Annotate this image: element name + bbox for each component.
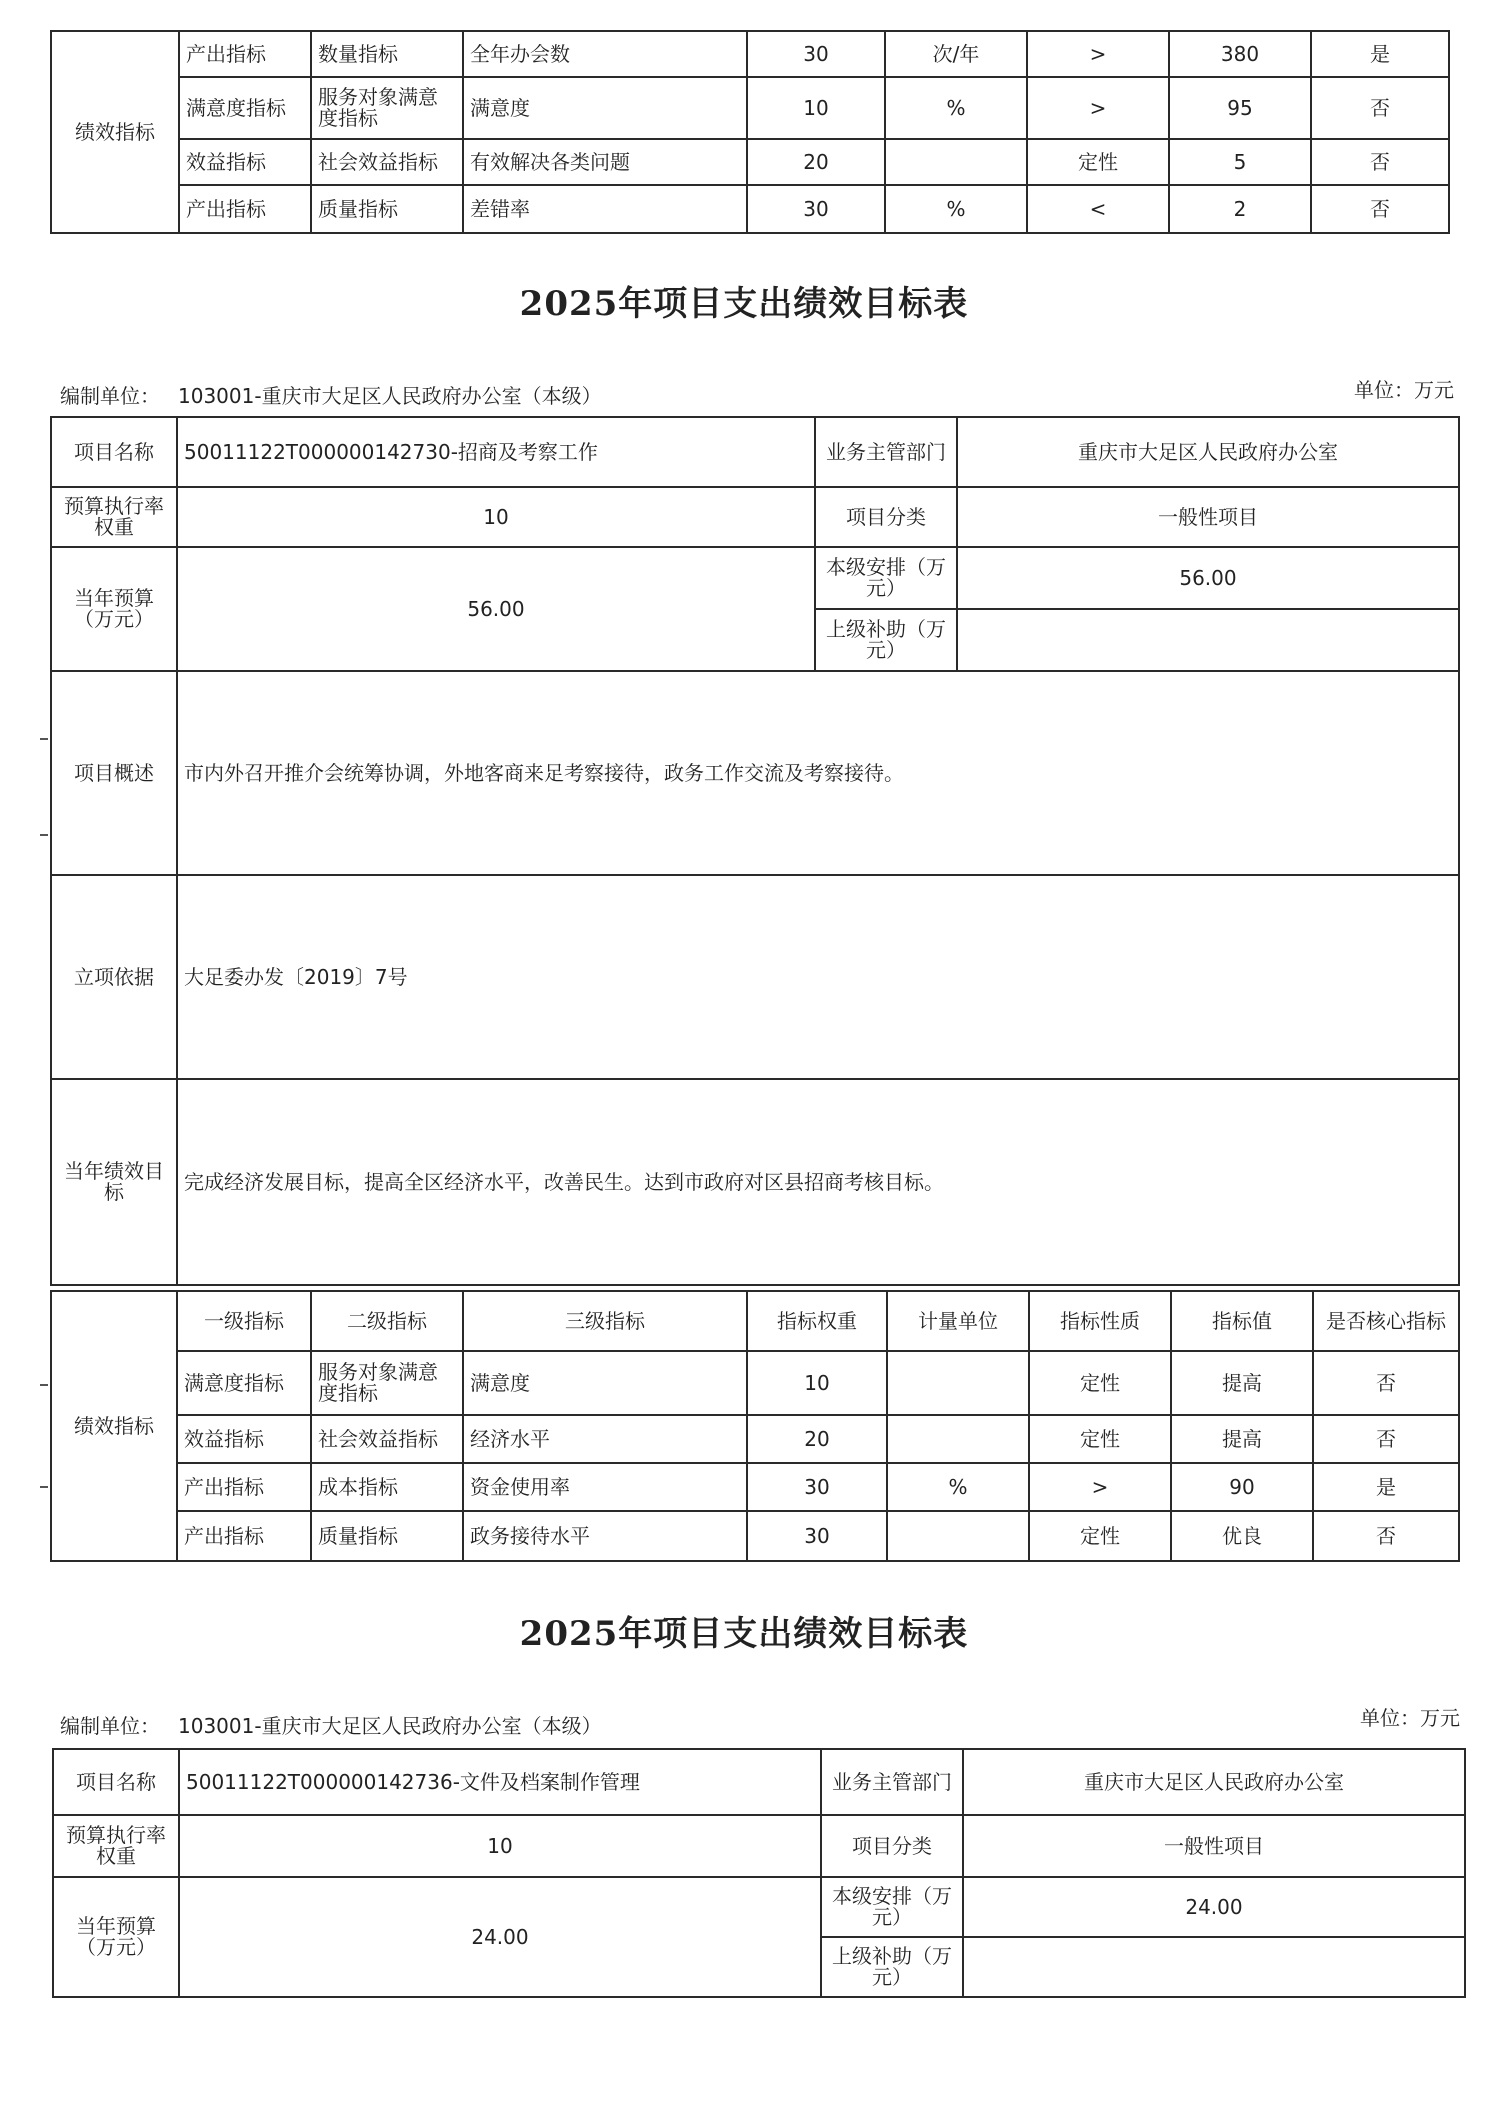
level2-indicator: 服务对象满意度指标 <box>311 1351 463 1415</box>
indicator-weight: 20 <box>747 1415 887 1463</box>
indicator-weight: 30 <box>747 185 885 233</box>
indicator-nature: > <box>1027 31 1169 77</box>
indicator-unit <box>885 139 1027 185</box>
superior-subsidy-label: 上级补助（万元） <box>821 1937 963 1997</box>
execution-rate-label: 预算执行率权重 <box>51 487 177 547</box>
header-weight: 指标权重 <box>747 1291 887 1351</box>
currency-unit: 单位：万元 <box>1360 1706 1460 1730</box>
indicator-weight: 30 <box>747 1463 887 1511</box>
indicator-core: 否 <box>1313 1351 1459 1415</box>
level3-indicator: 经济水平 <box>463 1415 747 1463</box>
indicator-unit: % <box>885 77 1027 139</box>
indicator-weight: 20 <box>747 139 885 185</box>
annual-budget: 24.00 <box>179 1877 821 1997</box>
compiling-unit-value: 103001-重庆市大足区人民政府办公室（本级） <box>178 1714 602 1738</box>
project-name: 50011122T000000142736-文件及档案制作管理 <box>179 1749 821 1815</box>
form-title: 2025年项目支出绩效目标表 <box>519 1614 969 1654</box>
level3-indicator: 政务接待水平 <box>463 1511 747 1561</box>
indicator-value: 95 <box>1169 77 1311 139</box>
header-level2: 二级指标 <box>311 1291 463 1351</box>
indicator-weight: 10 <box>747 1351 887 1415</box>
level1-indicator: 产出指标 <box>179 31 311 77</box>
level1-indicator: 效益指标 <box>177 1415 311 1463</box>
level2-indicator: 数量指标 <box>311 31 463 77</box>
header-unit: 计量单位 <box>887 1291 1029 1351</box>
level3-indicator: 资金使用率 <box>463 1463 747 1511</box>
level2-indicator: 质量指标 <box>311 185 463 233</box>
annual-budget-label: 当年预算（万元） <box>51 547 177 671</box>
indicator-core: 否 <box>1311 139 1449 185</box>
annual-budget-label: 当年预算（万元） <box>53 1877 179 1997</box>
level2-indicator: 社会效益指标 <box>311 1415 463 1463</box>
project-category: 一般性项目 <box>957 487 1459 547</box>
currency-unit: 单位：万元 <box>1354 378 1454 402</box>
indicator-core: 否 <box>1313 1415 1459 1463</box>
indicator-unit: 次/年 <box>885 31 1027 77</box>
indicator-weight: 10 <box>747 77 885 139</box>
superior-subsidy-amount <box>957 609 1459 671</box>
indicator-nature: 定性 <box>1029 1511 1171 1561</box>
level3-indicator: 有效解决各类问题 <box>463 139 747 185</box>
compiling-unit-label: 编制单位： <box>60 1714 160 1738</box>
indicator-weight: 30 <box>747 1511 887 1561</box>
execution-rate-label: 预算执行率权重 <box>53 1815 179 1877</box>
scan-mark <box>40 1384 48 1386</box>
indicator-unit: % <box>885 185 1027 233</box>
project-basis-label: 立项依据 <box>51 875 177 1079</box>
indicator-unit <box>887 1415 1029 1463</box>
own-level-amount: 56.00 <box>957 547 1459 609</box>
compiling-unit <box>60 1710 602 1739</box>
own-level-label: 本级安排（万元） <box>815 547 957 609</box>
department: 重庆市大足区人民政府办公室 <box>957 417 1459 487</box>
compiling-unit <box>60 380 602 409</box>
project-info-table <box>50 416 1460 1286</box>
scan-mark <box>40 834 48 836</box>
indicator-core: 是 <box>1313 1463 1459 1511</box>
project-summary-label: 项目概述 <box>51 671 177 875</box>
department-label: 业务主管部门 <box>815 417 957 487</box>
annual-goal-label: 当年绩效目标 <box>51 1079 177 1285</box>
indicator-core: 否 <box>1311 77 1449 139</box>
header-nature: 指标性质 <box>1029 1291 1171 1351</box>
execution-rate: 10 <box>179 1815 821 1877</box>
indicator-nature: 定性 <box>1029 1415 1171 1463</box>
level2-indicator: 服务对象满意度指标 <box>311 77 463 139</box>
indicator-nature: 定性 <box>1027 139 1169 185</box>
department: 重庆市大足区人民政府办公室 <box>963 1749 1465 1815</box>
indicator-core: 否 <box>1313 1511 1459 1561</box>
indicator-nature: > <box>1027 77 1169 139</box>
superior-subsidy-amount <box>963 1937 1465 1997</box>
performance-indicators-label: 绩效指标 <box>51 1291 177 1561</box>
level3-indicator: 满意度 <box>463 77 747 139</box>
indicator-nature: < <box>1027 185 1169 233</box>
level1-indicator: 效益指标 <box>179 139 311 185</box>
project-category: 一般性项目 <box>963 1815 1465 1877</box>
scan-mark <box>40 1486 48 1488</box>
level3-indicator: 满意度 <box>463 1351 747 1415</box>
indicator-value: 90 <box>1171 1463 1313 1511</box>
own-level-label: 本级安排（万元） <box>821 1877 963 1937</box>
header-level1: 一级指标 <box>177 1291 311 1351</box>
indicator-value: 提高 <box>1171 1351 1313 1415</box>
project-category-label: 项目分类 <box>821 1815 963 1877</box>
project-summary: 市内外召开推介会统筹协调，外地客商来足考察接待，政务工作交流及考察接待。 <box>177 671 1459 875</box>
indicator-core: 是 <box>1311 31 1449 77</box>
superior-subsidy-label: 上级补助（万元） <box>815 609 957 671</box>
department-label: 业务主管部门 <box>821 1749 963 1815</box>
execution-rate: 10 <box>177 487 815 547</box>
form-title: 2025年项目支出绩效目标表 <box>519 284 969 324</box>
indicator-unit <box>887 1511 1029 1561</box>
indicator-unit: % <box>887 1463 1029 1511</box>
header-level3: 三级指标 <box>463 1291 747 1351</box>
indicator-value: 5 <box>1169 139 1311 185</box>
project-category-label: 项目分类 <box>815 487 957 547</box>
level1-indicator: 产出指标 <box>177 1463 311 1511</box>
indicator-nature: > <box>1029 1463 1171 1511</box>
annual-budget: 56.00 <box>177 547 815 671</box>
project-info-table <box>52 1748 1466 1998</box>
project-basis: 大足委办发〔2019〕7号 <box>177 875 1459 1079</box>
level1-indicator: 产出指标 <box>179 185 311 233</box>
level2-indicator: 成本指标 <box>311 1463 463 1511</box>
indicator-value: 优良 <box>1171 1511 1313 1561</box>
indicator-value: 提高 <box>1171 1415 1313 1463</box>
compiling-unit-value: 103001-重庆市大足区人民政府办公室（本级） <box>178 384 602 408</box>
indicator-value: 2 <box>1169 185 1311 233</box>
group-label: 绩效指标 <box>51 31 179 233</box>
level1-indicator: 满意度指标 <box>179 77 311 139</box>
scan-mark <box>40 738 48 740</box>
header-value: 指标值 <box>1171 1291 1313 1351</box>
own-level-amount: 24.00 <box>963 1877 1465 1937</box>
performance-indicators-table <box>50 1290 1460 1562</box>
project-name: 50011122T000000142730-招商及考察工作 <box>177 417 815 487</box>
header-core: 是否核心指标 <box>1313 1291 1459 1351</box>
compiling-unit-label: 编制单位： <box>60 384 160 408</box>
indicator-weight: 30 <box>747 31 885 77</box>
performance-indicators-table-continued <box>50 30 1450 234</box>
annual-goal: 完成经济发展目标，提高全区经济水平，改善民生。达到市政府对区县招商考核目标。 <box>177 1079 1459 1285</box>
level1-indicator: 产出指标 <box>177 1511 311 1561</box>
indicator-value: 380 <box>1169 31 1311 77</box>
project-name-label: 项目名称 <box>53 1749 179 1815</box>
level3-indicator: 全年办会数 <box>463 31 747 77</box>
level1-indicator: 满意度指标 <box>177 1351 311 1415</box>
level2-indicator: 社会效益指标 <box>311 139 463 185</box>
indicator-unit <box>887 1351 1029 1415</box>
level3-indicator: 差错率 <box>463 185 747 233</box>
level2-indicator: 质量指标 <box>311 1511 463 1561</box>
indicator-core: 否 <box>1311 185 1449 233</box>
project-name-label: 项目名称 <box>51 417 177 487</box>
indicator-nature: 定性 <box>1029 1351 1171 1415</box>
